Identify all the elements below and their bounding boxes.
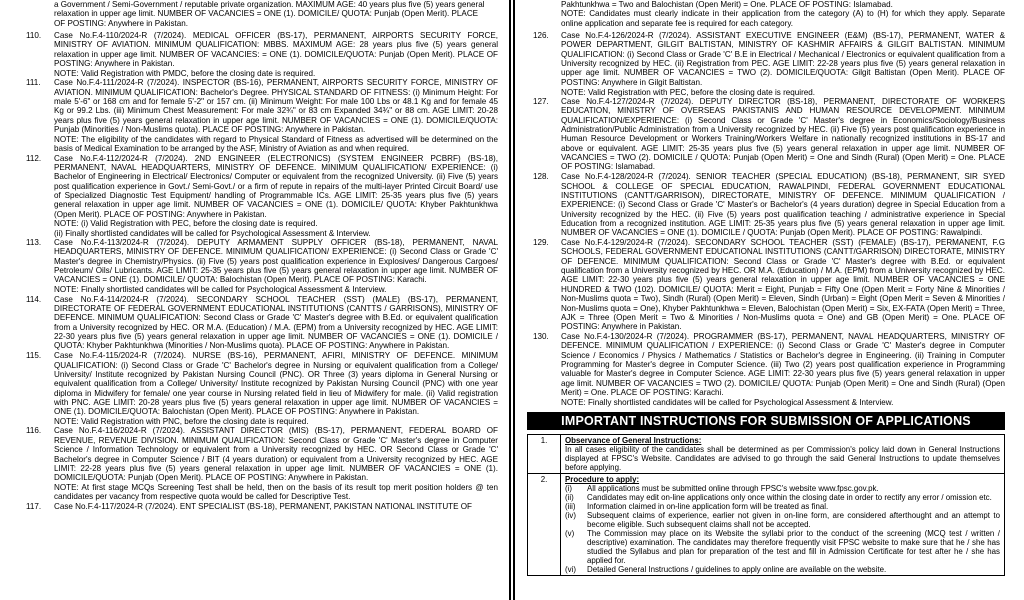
entry-text: Case No.F.4-130/2024-R (7/2024). PROGRAMMER (BS-17), PERMANENT, NAVAL HEADQUARTERS, MINISTRY OF DEFENCE. MINIMUM QUALIFICATION / EXPERIENCE: (i) Second Class or Grade 'C' Master's degree in Computer Science / Economics / Physics / Mathematics / Statistics or Bachelor's degree in Engineering. (ii) Training in Computer Programming for Master's degree in Computer Science. (iii) Two (2) years post qualification experience in Programming valuable for Master's degree in Computer Science. AGE LIMIT: 22-30 years plus five (5) years general relaxation in upper age limit. NUMBER OF VACANCIES = TWO (2). DOMICILE/ QUOTA: Punjab (Open Merit) = One and Sindh (Rural) (Open Merit) = One. PLACE OF POSTING: Karachi. <box>561 332 1005 398</box>
instruction-row <box>528 474 1005 576</box>
instruction-subitem <box>565 502 1000 511</box>
subitem-text: All applications must be submitted online through FPSC's website www.fpsc.gov.pk. <box>587 484 879 494</box>
instruction-content <box>561 474 1005 576</box>
entry-body <box>561 97 1005 172</box>
subitem-roman: (vi) <box>565 565 576 575</box>
entry-number: 130. <box>533 332 549 342</box>
entry-number: 113. <box>26 238 42 248</box>
job-entry <box>527 31 1005 87</box>
entry-note: NOTE: At first stage MCQs Screening Test shall be held, then on the basis of its result top merit position holders @ ten candidates per vacancy from respective quota would be called for Descriptive Test. <box>54 483 498 502</box>
instructions-table <box>527 434 1005 576</box>
right-column <box>527 0 1005 600</box>
fragment-line: OF POSTING: Anywhere in Pakistan. <box>54 18 189 28</box>
left-entries <box>20 31 498 511</box>
entry-body <box>54 238 498 285</box>
entry-note: NOTE: Valid Registration with PMDC, before the closing date is required. <box>54 68 316 78</box>
entry-note: NOTE: Finally shortlisted candidates will be called for Psychological Assessment & Interview. <box>54 285 387 295</box>
entry-number: 114. <box>26 294 42 304</box>
subitem-roman: (v) <box>565 529 575 539</box>
entry-text: Case No.F.4-129/2024-R (7/2024). SECONDARY SCHOOL TEACHER (SST) (FEMALE) (BS-17), PERMANENT, F.G SCHOOLS, FEDERAL GOVERNMENT EDUCATIONAL INSTITUTIONS (CANTT/GARRISON) DIRECTORATE, MINISTRY OF DEFENCE. MINIMUM QUALIFICATION: Second Class or Grade 'C' Master's degree with B.Ed. or equivalent qualification from a University recognized by HEC. OR M.A. (Education) / M.A. (EPM) from a University recognized by HEC. AGE LIMIT: 22-30 years plus five (5) years general relaxation in upper age limit. NUMBER OF VACANCIES = ONE HUNDRED & TWO (102). DOMICILE/ QUOTA: Merit = Eight, Punjab = Fifty One (Open Merit = Forty Nine & Minorities / Non-Muslims quota = Two), Sindh (Rural) (Open Merit) = Eleven, Sindh (Urban) = Eight (Open Merit = Seven & Minorities / Non-Muslims quota = One), Khyber Pakhtunkhwa = Eleven, Balochistan (Open Merit) = Six, EX-FATA (Open Merit) = Three, AJK = Three (Open Merit = Two & Minorities / Non-Muslims quota = One) and GB (Open Merit) = One. PLACE OF POSTING: Anywhere in Pakistan. <box>561 238 1005 332</box>
entry-body <box>54 154 498 219</box>
entry-text: Case No.F.4-116/2024-R (7/2024). ASSISTANT DIRECTOR (MIS) (BS-17), PERMANENT, FEDERAL BOARD OF REVENUE, REVENUE DIVISION. MINIMUM QUALIFICATION: Second Class or Grade 'C' Master's degree in Computer Science / Information Technology or equivalent from a University recognized by HEC. OR Second Class or Grade 'C' Bachelor's degree in Computer Science / BIT (4 years duration) or equivalent from a University recognized by HEC. AGE LIMIT: 22-28 years plus five (5) years general relaxation in upper age limit. NUMBER OF VACANCIES = ONE (1). DOMICILE/QUOTA: Punjab (Open Merit). PLACE OF POSTING: Anywhere in Pakistan. <box>54 426 498 483</box>
instruction-subitem <box>565 484 1000 493</box>
subitem-roman: (iv) <box>565 511 576 521</box>
fragment-line: relaxation in upper age limit. NUMBER OF VACANCIES = ONE (1). DOMICILE/ QUOTA: Punjab (Open Merit). PLACE <box>54 9 479 19</box>
job-entry <box>20 238 498 285</box>
subitem-text: Subsequent claims of experience, earlier not given in on-line form, are considered afterthought and an attempt to become eligible. Such subsequent claims shall not be accepted. <box>587 511 1000 530</box>
entry-text: Case No.F.4-117/2024-R (7/2024). ENT SPECIALIST (BS-18), PERMANENT, PAKISTAN NATIONAL INSTITUTE OF <box>54 501 472 511</box>
entry-number: 115. <box>26 351 42 361</box>
instruction-subitem <box>565 529 1000 565</box>
right-entries <box>527 31 1005 407</box>
subitem-roman: (ii) <box>565 493 574 503</box>
job-entry <box>20 78 498 134</box>
entry-note: NOTE: The eligibility of the candidates with regard to Physical Standard of Fitness as advertised will be determined on the basis of Medical Examination to be arranged by the ASF, Ministry of Aviation as and when required. <box>54 134 498 154</box>
entry-number: 117. <box>26 501 42 511</box>
instruction-subitem <box>565 565 1000 574</box>
entry-body <box>54 351 498 416</box>
entry-note: (ii) Finally shortlisted candidates will be called for Psychological Assessment & Interview. <box>54 228 371 238</box>
entry-text: Case No.F.4-115/2024-R (7/2024). NURSE (BS-16), PERMANENT, AFIRI, MINISTRY OF DEFENCE. MINIMUM QUALIFICATION: (i) Second Class or Grade 'C' Bachelor's degree in Nursing or equivalent qualification from a College/ University/ Institute recognized by Pakistan Nursing Council (PNC). OR Three (3) years diploma in General Nursing or equivalent qualification from a College/ University/ Institute recognized by Pakistan Nursing Council (PNC) with one year diploma in Midwifery for female/ one year course in Nursing related field in lieu of Midwifery for male. (ii) Valid registration with PNC. AGE LIMIT: 20-28 years plus five (5) years general relaxation in upper age limit. NUMBER OF VACANCIES = ONE (1). DOMICILE/QUOTA: Balochistan (Open Merit). PLACE OF POSTING: Anywhere in Pakistan. <box>54 351 498 417</box>
fragment-line: Pakhtunkhwa = Two and Balochistan (Open Merit) = One. PLACE OF POSTING: Islamabad. <box>561 0 893 9</box>
entry-text: Case No.F.4-113/2024-R (7/2024). DEPUTY ARMAMENT SUPPLY OFFICER (BS-18), PERMANENT, NAVAL HEADQUARTERS, MINISTRY OF DEFENCE. MINIMUM QUALIFICATION/ EXPERIENCE: (i) Second Class or Grade 'C' Master's degree in Chemistry/Physics. (ii) Five (5) years post qualification experience in Explosives/ Dangerous Cargoes/ Petroleum/ Oils/ Lubricants. AGE LIMIT: 25-35 years plus five (5) years general relaxation in upper age limit. NUMBER OF VACANCIES = ONE (1). DOMICILE/ QUOTA: Balochistan (Open Merit). PLACE OF POSTING: Karachi. <box>54 238 498 285</box>
entry-text: Case No.F.4-111/2024-R (7/2024). INSPECTOR (BS-16), PERMANENT, AIRPORTS SECURITY FORCE, MINISTRY OF AVIATION. MINIMUM QUALIFICATION: Bachelor's Degree. PHYSICAL STANDARD OF FITNESS: (i) Minimum Height: For male 5'-6" or 168 cm and for female 5'-2" or 157 cm. (ii) Minimum Weight: For male 100 Lbs or 48.1 Kg and for female 45 Kg or 99.2 Lbs. (iii) Minimum Chest Measurement: For male 32¾" or 83 cm Expanded 34¾" or 88 cm. AGE LIMIT: 20-28 years plus five (5) years general relaxation in upper age limit. NUMBER OF VACANCIES = ONE (1). DOMICILE/QUOTA: Punjab (Minorities / Non-Muslims quota). PLACE OF POSTING: Anywhere in Pakistan. <box>54 78 498 134</box>
instruction-text: In all cases eligibility of the candidates shall be determined as per Commission's policy laid down in General Instructions displayed at FPSC's Website. Candidates are advised to go through the said General Instructions to update themselves before applying. <box>565 445 1000 473</box>
top-fragment <box>20 0 498 28</box>
instruction-number: 1. <box>528 435 561 474</box>
job-entry <box>527 332 1005 397</box>
entry-text: Case No.F.4-128/2024-R (7/2024). SENIOR TEACHER (SPECIAL EDUCATION) (BS-18), PERMANENT, SIR SYED SCHOOL & COLLEGE OF SPECIAL EDUCATION, RAWALPINDI, FEDERAL GOVERNMENT EDUCATIONAL INSTITUTIONS (CANTT/GARRISON), DIRECTORATE, MINISTRY OF DEFENCE. MINIMUM QUALIFICATION / EXPERIENCE: (i) Second Class or Grade 'C' Master's or Bachelor's (4 years duration) degree in Special Education from a University recognized by the HEC. (ii) Five (5) years post qualification teaching / administrative experience in Special Education from a recognized institution. AGE LIMIT: 25-35 years plus five (5) years general relaxation in upper age limit. NUMBER OF VACANCIES = ONE (1). DOMICILE / QUOTA: Punjab (Open Merit). PLACE OF POSTING: Rawalpindi. <box>561 172 1005 238</box>
entry-number: 111. <box>26 78 41 88</box>
entry-body <box>561 31 1005 87</box>
entry-text: Case No.F.4-114/2024-R (7/2024). SECONDARY SCHOOL TEACHER (SST) (MALE) (BS-17), PERMANENT, DIRECTORATE OF FEDERAL GOVERNMENT EDUCATIONAL INSTITUTIONS (CANTTS / GARRISONS), MINISTRY OF DEFENCE. MINIMUM QUALIFICATION: Second Class or Grade 'C' Master's degree with B.Ed. or equivalent qualification from a University recognized by HEC. OR M.A. (Education) / M.A. (EPM) from a University recognized by HEC. AGE LIMIT: 22-30 years plus five (5) years general relaxation in upper age limit. NUMBER OF VACANCIES = ONE (1). DOMICILE / QUOTA: Khyber Pakhtunkhwa (Minorities / Non-Muslims quota). PLACE OF POSTING: Anywhere in Pakistan. <box>54 294 498 351</box>
subitem-text: Information claimed in on-line application form will be treated as final. <box>587 502 829 512</box>
instruction-subitem <box>565 511 1000 529</box>
entry-body <box>561 172 1005 237</box>
entry-text: Case No.F.4-127/2024-R (7/2024). DEPUTY DIRECTOR (BS-18), PERMANENT, DIRECTORATE OF WORKERS EDUCATION, MINISTRY OF OVERSEAS PAKISTANIS AND HUMAN RESOURCE DEVELOPMENT. MINIMUM QUALIFICATION/EXPERIENCE: (i) Second Class or Grade 'C' Master's degree in Economics/Sociology/Business Administration/Public Administration from a University recognized by HEC. (ii) Five (5) years post qualification experience in Human Resource Development or Workers Training/Workers Welfare in nationally recognized institutions in BS-17 and above or equivalent. AGE LIMIT: 25-35 years plus five (5) years general relaxation in upper age limit. NUMBER OF VACANCIES = TWO (2). DOMICILE / QUOTA: Punjab (Open Merit) = One and Sindh (Rural) (Open Merit) = One. PLACE OF POSTING: Islamabad. <box>561 96 1005 172</box>
subitem-text: Detailed General Instructions / guidelines to apply online are available on the website. <box>587 565 887 575</box>
entry-note: NOTE: (i) Valid Registration with PEC, before the closing date is required. <box>54 219 318 229</box>
left-column <box>20 0 498 600</box>
entry-body <box>54 426 498 482</box>
job-entry <box>20 502 498 511</box>
job-entry <box>20 154 498 219</box>
instruction-title: Procedure to apply: <box>565 475 640 485</box>
entry-number: 128. <box>533 172 549 182</box>
instruction-number: 2. <box>528 474 561 576</box>
job-entry <box>20 295 498 351</box>
column-divider <box>513 0 515 600</box>
entry-body <box>54 295 498 351</box>
entry-note: NOTE: Finally shortlisted candidates will be called for Psychological Assessment & Interview. <box>561 397 894 407</box>
entry-number: 126. <box>533 31 549 41</box>
entry-text: Case No.F.4-112/2024-R (7/2024). 2ND ENGINEER (ELECTRONICS) (SYSTEM ENGINEER PCBRF) (BS-18), PERMANENT, NAVAL HEADQUARTERS, MINISTRY OF DEFENCE. MINIMUM QUALIFICATION/ EXPERIENCE: (i) Bachelor of Engineering in Electrical/ Electronics/ Computer or equivalent from the recognized University. (ii) Five (5) years post qualification experience in Govt./ Semi-Govt./ or a firm of repute in repairs of the multi-layer Printed Circuit Board/ use of Specialized Diagnostic Test Equipment/ handling of Programmable ICs. AGE LIMIT: 25-35 years plus five (5) years general relaxation in upper age limit. NUMBER OF VACANCIES = ONE (1). DOMICILE/ QUOTA: Khyber Pakhtunkhwa (Open Merit). PLACE OF POSTING: Anywhere in Pakistan. <box>54 153 498 219</box>
job-entry <box>527 97 1005 172</box>
entry-note: NOTE: Valid Registration with PNC, before the closing date is required. <box>54 417 309 427</box>
entry-number: 110. <box>26 31 42 41</box>
entry-body <box>54 502 498 511</box>
entry-body <box>54 31 498 68</box>
job-entry <box>20 31 498 68</box>
entry-text: Case No.F.4-126/2024-R (7/2024). ASSISTANT EXECUTIVE ENGINEER (E&M) (BS-17), PERMANENT, WATER & POWER DEPARTMENT, GILGIT BALTISTAN, MINISTRY OF KASHMIR AFFAIRS & GILGIT BALTISTAN. MINIMUM QUALIFICATION: (i) Second Class or Grade 'C' B.E in Electrical / Mechanical / Electronics or equivalent qualification from a University recognized by HEC. (ii) Registration from PEC. AGE LIMIT: 22-28 years plus five (5) years general relaxation in upper age limit. NUMBER OF VACANCIES = TWO (2). DOMICILE/QUOTA: Gilgit Baltistan (Open Merit). PLACE OF POSTING: Anywhere in Gilgit Baltistan. <box>561 31 1005 87</box>
subitem-text: Candidates may edit on-line applications only once within the closing date in order to rectify any error / omission etc. <box>587 493 992 503</box>
entry-body <box>54 78 498 134</box>
instruction-row <box>528 435 1005 474</box>
job-entry <box>527 172 1005 237</box>
instruction-subitem <box>565 493 1000 502</box>
instruction-content <box>561 435 1005 474</box>
top-fragment <box>527 0 1005 28</box>
entry-number: 112. <box>26 153 42 163</box>
column-divider <box>509 0 511 600</box>
subitem-roman: (i) <box>565 484 573 494</box>
entry-body <box>561 332 1005 397</box>
fragment-line: a Government / Semi-Government / reputable private organization. MAXIMUM AGE: 40 years plus five (5) years general <box>54 0 485 9</box>
job-entry <box>20 426 498 482</box>
entry-note: NOTE: Valid Registration with PEC, before the closing date is required. <box>561 87 816 97</box>
subitem-roman: (iii) <box>565 502 576 512</box>
job-entry <box>20 351 498 416</box>
entry-text: Case No.F.4-110/2024-R (7/2024). MEDICAL OFFICER (BS-17), PERMANENT, AIRPORTS SECURITY FORCE, MINISTRY OF AVIATION. MINIMUM QUALIFICATION: MBBS. MAXIMUM AGE: 28 years plus five (5) years general relaxation in upper age limit. NUMBER OF VACANCIES: = ONE (1). DOMICILE/QUOTA: Punjab (Open Merit). PLACE OF POSTING: Anywhere in Pakistan. <box>54 31 498 69</box>
entry-body <box>561 238 1005 331</box>
instruction-title: Observance of General Instructions: <box>565 436 702 446</box>
entry-number: 116. <box>26 426 42 436</box>
job-entry <box>527 238 1005 331</box>
entry-number: 127. <box>533 96 549 106</box>
subitem-text: The Commission may place on its Website the syllabi prior to the conduct of the screening (MCQ test / written / descriptive) examination. The candidates may therefore frequently visit FPSC website to make sure that he / she has studied the Syllabus and plan for preparation of the test and fill in Admission Certificate for test after he / she has applied for. <box>587 529 1000 566</box>
entry-number: 129. <box>533 238 549 248</box>
instructions-heading: IMPORTANT INSTRUCTIONS FOR SUBMISSION OF APPLICATIONS <box>527 412 1005 430</box>
fragment-line: NOTE: Candidates must clearly indicate in their application from the category (A) to (H) for which they apply. Separate online application and separate fee is required for each category. <box>561 9 1005 28</box>
